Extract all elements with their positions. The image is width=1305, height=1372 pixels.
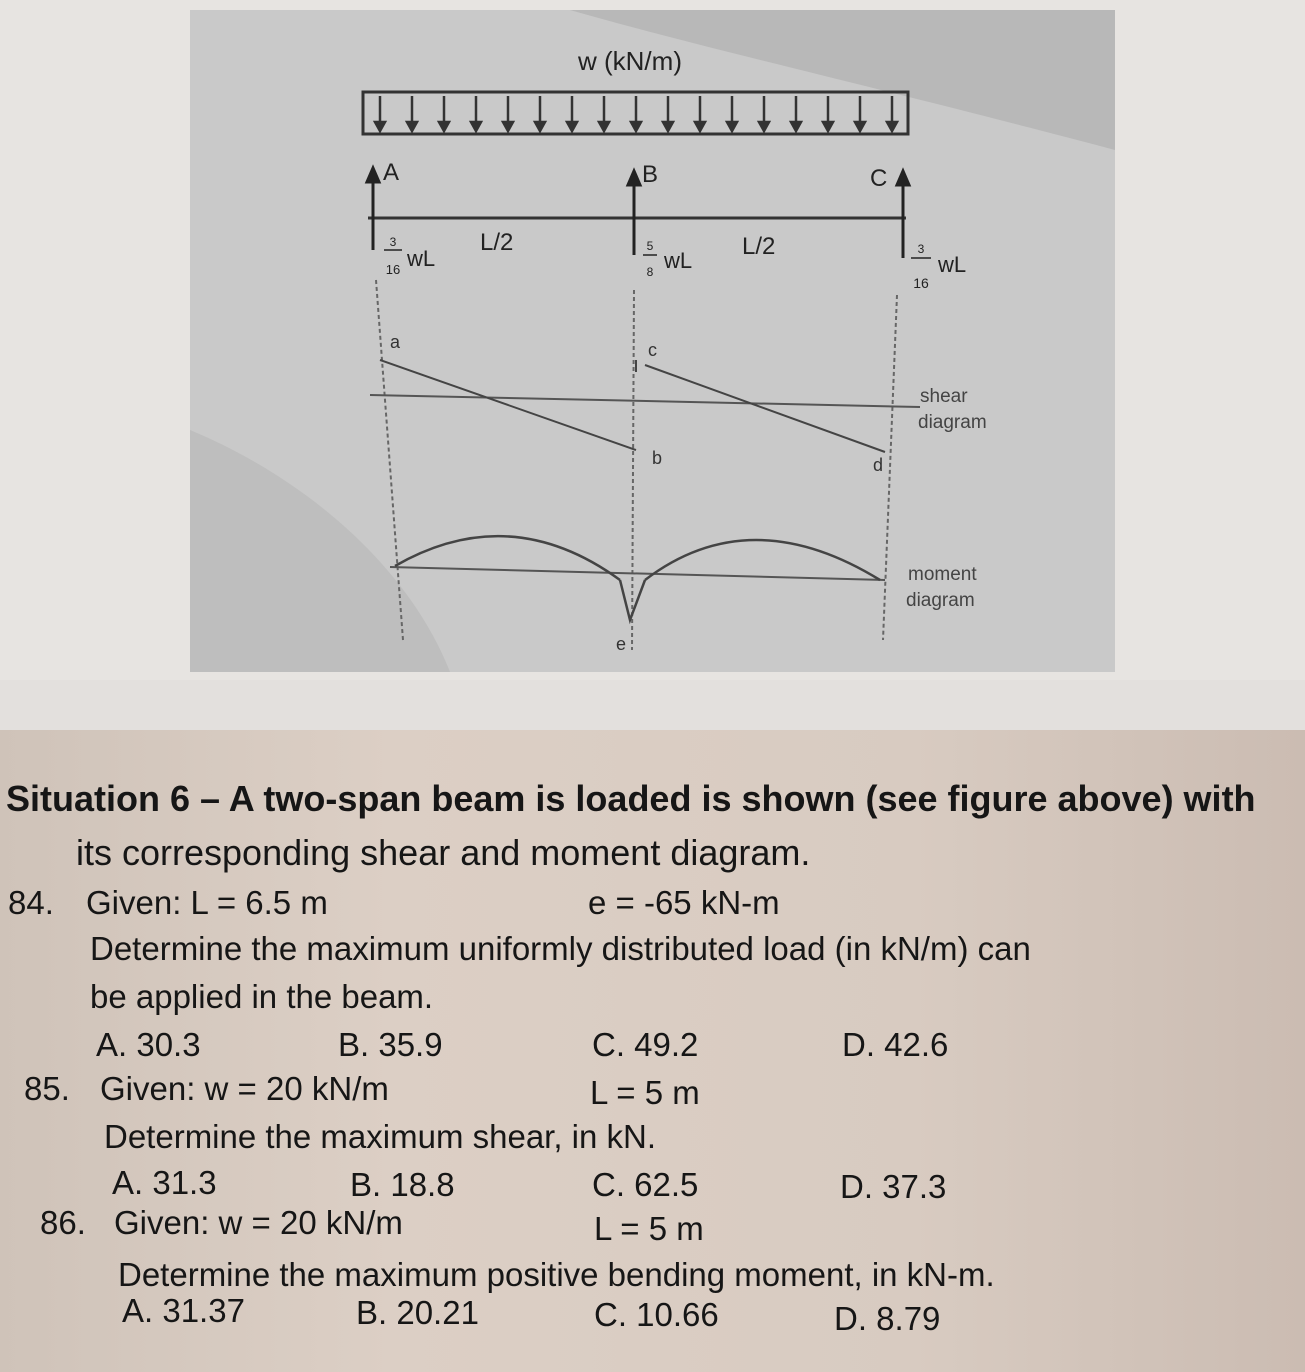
- shear-point-c: c: [648, 340, 657, 360]
- moment-baseline: [390, 567, 885, 580]
- reaction-c: [911, 242, 966, 291]
- page-gap: [0, 680, 1305, 730]
- background-shading-lower: [190, 430, 450, 672]
- q84-choice-d[interactable]: D. 42.6: [842, 1026, 949, 1063]
- question-text-block: [0, 730, 1305, 1372]
- q85-prompt-line-1: Determine the maximum shear, in kN.: [104, 1118, 657, 1155]
- situation-line-1: Situation 6 – A two-span beam is loaded is shown (see figure above) with: [6, 778, 1256, 819]
- moment-point-e: e: [616, 634, 627, 654]
- q86-given-right: L = 5 m: [594, 1210, 704, 1247]
- load-label: w (kN/m): [578, 46, 682, 76]
- support-b-arrow: [628, 171, 640, 255]
- q84-choice-c[interactable]: C. 49.2: [592, 1026, 699, 1063]
- support-b-label: B: [642, 161, 659, 188]
- beam-diagram-svg: [190, 10, 1115, 672]
- shear-baseline: [370, 395, 920, 407]
- q86-choice-d[interactable]: D. 8.79: [834, 1300, 941, 1337]
- support-a-arrow: [367, 168, 379, 250]
- reaction-b-denominator: 8: [646, 265, 654, 279]
- reaction-a-label: wL: [407, 246, 436, 271]
- q84-given-right: e = -65 kN-m: [588, 884, 780, 921]
- q86-choice-a[interactable]: A. 31.37: [122, 1292, 245, 1329]
- q85-number: 85.: [24, 1070, 70, 1107]
- reaction-b-label: wL: [664, 248, 693, 273]
- q86-given-left: Given: w = 20 kN/m: [114, 1204, 403, 1241]
- moment-caption-line2: diagram: [906, 590, 975, 611]
- guide-lines: [376, 280, 897, 650]
- question-sheet: [0, 730, 1305, 1372]
- reaction-a-denominator: 16: [385, 262, 401, 277]
- q86-choice-b[interactable]: B. 20.21: [356, 1294, 479, 1331]
- shear-point-b: b: [652, 448, 663, 468]
- q86-number: 86.: [40, 1204, 86, 1241]
- q85-choice-c[interactable]: C. 62.5: [592, 1166, 699, 1203]
- reaction-b-numerator: 5: [646, 239, 654, 253]
- reaction-c-denominator: 16: [913, 275, 929, 291]
- beam-figure: [190, 10, 1115, 672]
- background-shading: [570, 10, 1115, 150]
- shear-caption-line2: diagram: [918, 412, 987, 433]
- q86-prompt-line-1: Determine the maximum positive bending moment, in kN-m.: [118, 1256, 995, 1293]
- q85-choice-a[interactable]: A. 31.3: [112, 1164, 217, 1201]
- support-a-label: A: [383, 159, 400, 186]
- span-label-right: L/2: [742, 233, 776, 260]
- moment-curve-left: [395, 536, 620, 580]
- moment-caption-line1: moment: [908, 564, 977, 585]
- shear-point-d: d: [873, 455, 884, 475]
- span-label-left: L/2: [480, 229, 514, 256]
- q84-prompt-line-2: be applied in the beam.: [90, 978, 434, 1015]
- q86-choice-c[interactable]: C. 10.66: [594, 1296, 719, 1333]
- q84-number: 84.: [8, 884, 54, 921]
- q84-prompt-line-1: Determine the maximum uniformly distributed load (in kN/m) can: [90, 930, 1031, 967]
- reaction-a-numerator: 3: [389, 235, 397, 249]
- shear-caption-line1: shear: [920, 386, 968, 407]
- shear-point-a: a: [390, 332, 401, 352]
- shear-line-right: [645, 365, 885, 452]
- situation-line-2: its corresponding shear and moment diagram.: [76, 832, 811, 873]
- q85-choice-d[interactable]: D. 37.3: [840, 1168, 947, 1205]
- q84-choice-a[interactable]: A. 30.3: [96, 1026, 201, 1063]
- q85-given-left: Given: w = 20 kN/m: [100, 1070, 389, 1107]
- support-c-label: C: [870, 165, 888, 192]
- load-arrows: [375, 96, 897, 131]
- reaction-c-numerator: 3: [917, 242, 925, 256]
- q85-choice-b[interactable]: B. 18.8: [350, 1166, 455, 1203]
- support-c-arrow: [897, 171, 909, 258]
- q85-given-right: L = 5 m: [590, 1074, 700, 1111]
- reaction-b: [643, 239, 692, 279]
- reaction-a: [384, 235, 435, 277]
- q84-choice-b[interactable]: B. 35.9: [338, 1026, 443, 1063]
- q84-given-left: Given: L = 6.5 m: [86, 884, 328, 921]
- shear-line-left: [380, 360, 636, 450]
- reaction-c-label: wL: [938, 252, 967, 277]
